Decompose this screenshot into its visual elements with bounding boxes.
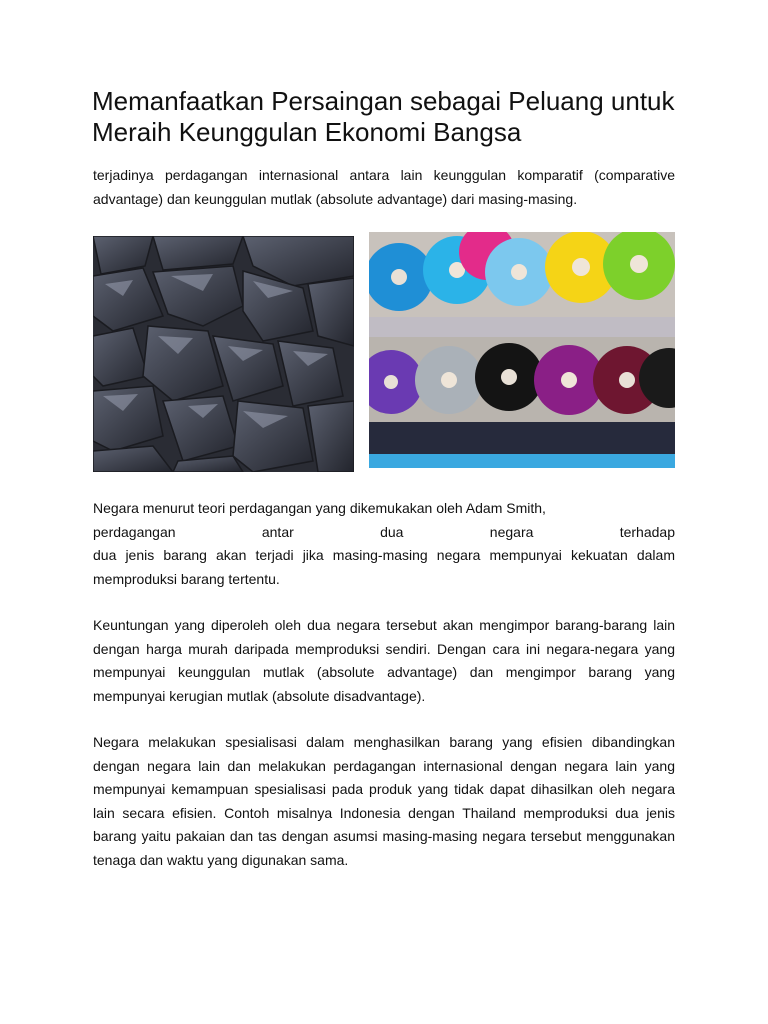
paragraph-3: Negara melakukan spesialisasi dalam menghasilkan barang yang efisien dibandingkan dengan negara lain dan melakukan perdagangan internasional dengan negara lain yang mempunyai kemampuan spesialisasi pada produk yang tidak dapat dihasilkan oleh negara lain secara efisien. Contoh misalnya Indonesia dengan Thailand memproduksi dua jenis barang yaitu pakaian dan tas dengan asumsi masing-masing negara tersebut menggunakan tenaga dan waktu yang digunakan sama. (93, 734, 675, 868)
word: antar (261, 523, 294, 540)
paragraph-1-line-1: Negara menurut teori perdagangan yang dikemukakan oleh Adam Smith, (93, 500, 546, 516)
intro-paragraph: terjadinya perdagangan internasional antara lain keunggulan komparatif (comparative advantage) dan keunggulan mutlak (absolute advantage) dari masing-masing. (93, 167, 675, 207)
word: negara (489, 523, 534, 540)
word: perdagangan (93, 523, 176, 540)
coal-image (93, 236, 354, 472)
word: dua (380, 523, 404, 540)
paragraph-1 (93, 497, 675, 591)
fabric-rolls-image (369, 232, 675, 468)
paragraph-1-line-2 (93, 521, 675, 545)
paragraph-1-rest: dua jenis barang akan terjadi jika masing-masing negara mempunyai kekuatan dalam memproduksi barang tertentu. (93, 547, 675, 587)
page-title: Memanfaatkan Persaingan sebagai Peluang untuk Meraih Keunggulan Ekonomi Bangsa (92, 86, 675, 147)
word: terhadap (619, 523, 675, 540)
paragraph-2: Keuntungan yang diperoleh oleh dua negara tersebut akan mengimpor barang-barang lain dengan harga murah daripada memproduksi sendiri. Dengan cara ini negara-negara yang mempunyai keunggulan mutlak (absolute advantage) dan mengimpor barang yang mempunyai kerugian mutlak (absolute disadvantage). (93, 617, 675, 704)
